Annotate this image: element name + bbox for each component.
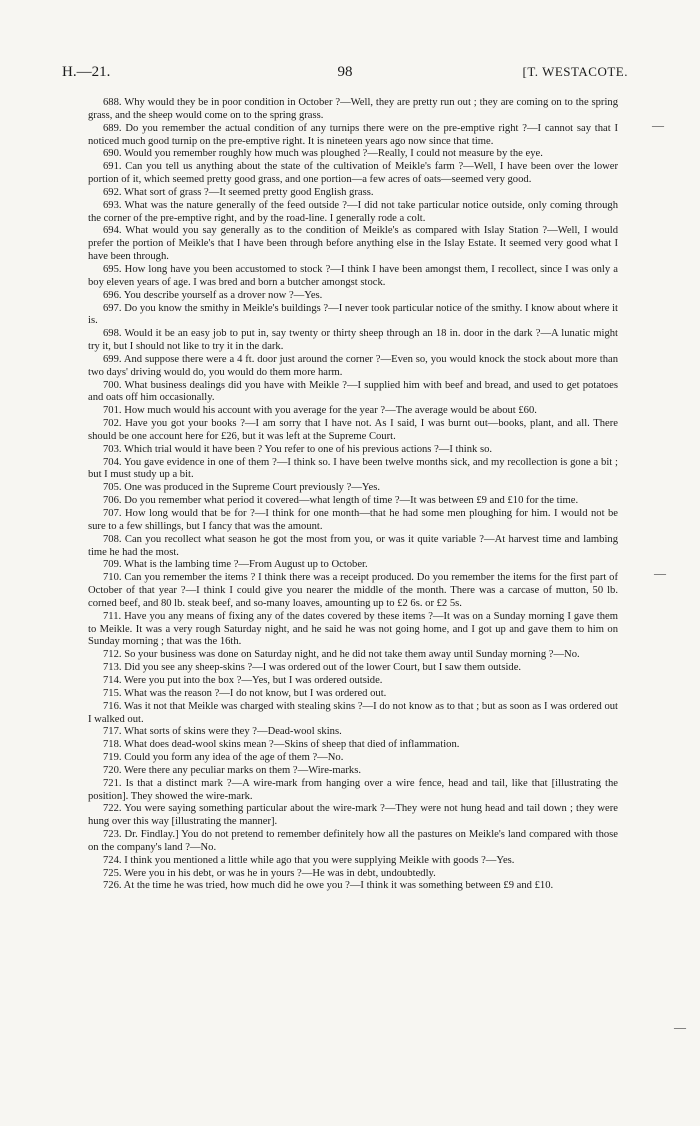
testimony-paragraph: 702. Have you got your books ?—I am sorry that I have not. As I said, I was burnt out—books, plant, and all. There should be one account here for £26, but it was left at the Supreme Court. <box>88 418 618 442</box>
margin-mark: — <box>654 566 666 580</box>
page-number: 98 <box>337 64 353 80</box>
testimony-paragraph: 715. What was the reason ?—I do not know, but I was ordered out. <box>103 687 387 699</box>
testimony-paragraph: 691. Can you tell us anything about the state of the cultivation of Meikle's farm ?—Well, I have been over the lower portion of it, which seemed pretty good grass, and one portion—a few acres of oats—seemed very good. <box>88 161 618 186</box>
testimony-paragraph: 726. At the time he was tried, how much did he owe you ?—I think it was something between £9 and £10. <box>103 880 554 892</box>
page-header <box>62 64 628 84</box>
testimony-body <box>88 97 618 893</box>
report-code: H.—21. <box>62 64 111 80</box>
testimony-paragraph: 718. What does dead-wool skins mean ?—Skins of sheep that died of inflammation. <box>103 739 460 751</box>
testimony-paragraph: 703. Which trial would it have been ? You refer to one of his previous actions ?—I think so. <box>103 443 493 455</box>
testimony-paragraph: 725. Were you in his debt, or was he in yours ?—He was in debt, undoubtedly. <box>103 867 436 879</box>
margin-mark: — <box>674 1020 686 1034</box>
witness-name: [T. WESTACOTE. <box>522 64 628 79</box>
testimony-paragraph: 696. You describe yourself as a drover now ?—Yes. <box>103 289 323 301</box>
testimony-paragraph: 712. So your business was done on Saturday night, and he did not take them away until Sunday morning ?—No. <box>103 649 580 661</box>
testimony-paragraph: 720. Were there any peculiar marks on them ?—Wire-marks. <box>103 764 361 776</box>
testimony-paragraph: 721. Is that a distinct mark ?—A wire-mark from hanging over a wire fence, head and tail, like that [illustrating the position]. They showed the wire-mark. <box>88 777 618 802</box>
testimony-paragraph: 706. Do you remember what period it covered—what length of time ?—It was between £9 and £10 for the time. <box>103 495 579 507</box>
testimony-paragraph: 699. And suppose there were a 4 ft. door just around the corner ?—Even so, you would knock the stock about more than two days' driving would do, you would do them more harm. <box>88 353 618 378</box>
testimony-paragraph: 688. Why would they be in poor condition in October ?—Well, they are pretty run out ; they are coming on to the spring grass, and the sheep would come on to the spring grass. <box>88 97 618 121</box>
testimony-paragraph: 711. Have you any means of fixing any of the dates covered by these items ?—It was on a Sunday morning I gave them to Meikle. It was a very rough Saturday night, and he said he was not going home, and I got up and gave them to him on Sunday morning ; that was the 16th. <box>88 610 618 648</box>
testimony-paragraph: 695. How long have you been accustomed to stock ?—I think I have been amongst them, I recollect, since I was only a boy eleven years of age. I was bred and born a butcher amongst stock. <box>88 263 618 288</box>
testimony-paragraph: 708. Can you recollect what season he got the most from you, or was it quite variable ?—At harvest time and lambing time he had the most. <box>88 533 618 558</box>
testimony-paragraph: 713. Did you see any sheep-skins ?—I was ordered out of the lower Court, but I saw them outside. <box>103 662 522 674</box>
testimony-paragraph: 716. Was it not that Meikle was charged with stealing skins ?—I do not know as to that ; but as soon as I was ordered out I walked out. <box>88 700 618 725</box>
margin-mark: — <box>652 118 664 132</box>
testimony-paragraph: 692. What sort of grass ?—It seemed pretty good English grass. <box>103 186 374 198</box>
testimony-paragraph: 714. Were you put into the box ?—Yes, but I was ordered outside. <box>103 674 383 686</box>
testimony-paragraph: 694. What would you say generally as to the condition of Meikle's as compared with Islay Station ?—Well, I would prefer the portion of Meikle's that I have been through before anything else in the Islay Estate. It seemed very good what I have been through. <box>88 225 618 263</box>
testimony-paragraph: 717. What sorts of skins were they ?—Dead-wool skins. <box>103 726 342 738</box>
testimony-paragraph: 698. Would it be an easy job to put in, say twenty or thirty sheep through an 18 in. door in the dark ?—A lunatic might try it, but I should not like to try it in the dark. <box>88 328 618 353</box>
testimony-paragraph: 723. Dr. Findlay.] You do not pretend to remember definitely how all the pastures on Meikle's land compared with those on the company's land ?—No. <box>88 829 618 853</box>
testimony-paragraph: 719. Could you form any idea of the age of them ?—No. <box>103 752 344 764</box>
testimony-paragraph: 690. Would you remember roughly how much was ploughed ?—Really, I could not measure by the eye. <box>103 148 543 160</box>
testimony-paragraph: 697. Do you know the smithy in Meikle's buildings ?—I never took particular notice of the smithy. I know about where it is. <box>88 302 618 327</box>
testimony-paragraph: 705. One was produced in the Supreme Court previously ?—Yes. <box>103 482 380 494</box>
testimony-paragraph: 722. You were saying something particular about the wire-mark ?—They were not hung head and tail down ; they were hung over this way [illustrating the manner]. <box>88 803 618 828</box>
testimony-paragraph: 693. What was the nature generally of the feed outside ?—I did not take particular notice outside, only coming through the corner of the pre-emptive right, and by the road-line. I generally rode a colt. <box>88 199 618 224</box>
testimony-paragraph: 724. I think you mentioned a little while ago that you were supplying Meikle with goods ?—Yes. <box>103 854 515 866</box>
testimony-paragraph: 701. How much would his account with you average for the year ?—The average would be about £60. <box>103 405 537 417</box>
testimony-paragraph: 700. What business dealings did you have with Meikle ?—I supplied him with beef and bread, and used to get potatoes and oats off him occasionally. <box>88 379 618 404</box>
testimony-paragraph: 704. You gave evidence in one of them ?—I think so. I have been twelve months sick, and my recollection is gone a bit ; but I must study up a bit. <box>88 456 618 481</box>
testimony-paragraph: 709. What is the lambing time ?—From August up to October. <box>103 559 368 571</box>
testimony-paragraph: 710. Can you remember the items ? I think there was a receipt produced. Do you remember the items for the first part of October of that year ?—I think I could give you nearer the middle of the month. There was a carcase of mutton, 50 lb. corned beef, and 80 lb. steak beef, and so-many loaves, amounting up to £2 6s. or £2 5s. <box>88 572 618 609</box>
testimony-paragraph: 707. How long would that be for ?—I think for one month—that he had some men ploughing for him. I would not be sure to a few shillings, but I fancy that was the amount. <box>88 508 618 532</box>
testimony-paragraph: 689. Do you remember the actual condition of any turnips there were on the pre-emptive right ?—I cannot say that I noticed much good turnip on the pre-emptive right. It is nineteen years ago now since that time. <box>88 122 618 147</box>
